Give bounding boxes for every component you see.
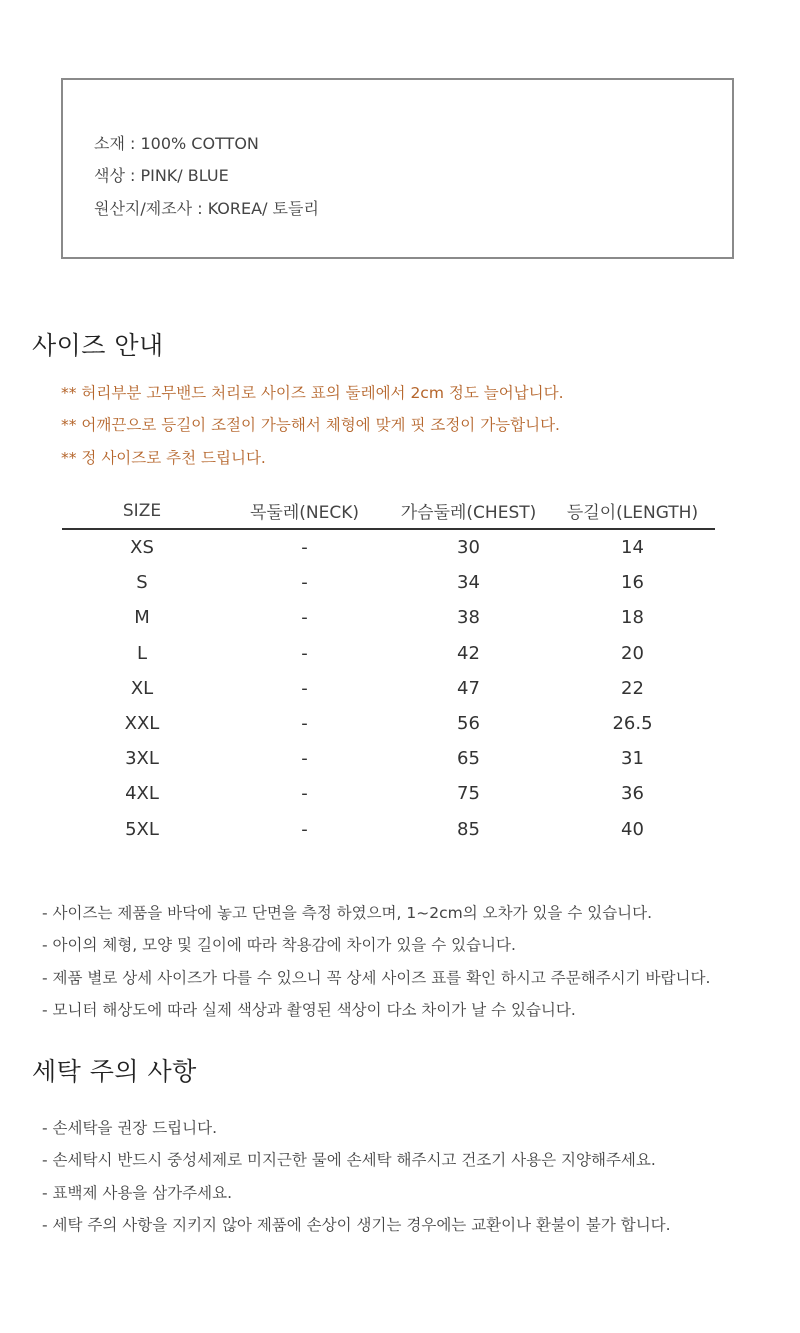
header-neck: 목둘레(NECK)	[222, 495, 387, 529]
cell-length: 26.5	[612, 713, 653, 735]
cell-length: 18	[621, 607, 644, 629]
cell-size: S	[136, 572, 148, 594]
cell-neck: -	[301, 607, 308, 629]
care-title: 세탁 주의 사항	[32, 1057, 197, 1086]
cell-length: 40	[621, 818, 644, 840]
cell-chest: 38	[457, 607, 480, 629]
size-disclaimer: - 제품 별로 상세 사이즈가 다를 수 있으니 꼭 상세 사이즈 표를 확인 하시고 주문해주시기 바랍니다.	[42, 969, 711, 987]
table-row	[62, 671, 715, 706]
size-disclaimer: - 모니터 해상도에 따라 실제 색상과 촬영된 색상이 다소 차이가 날 수 있습니다.	[42, 1001, 576, 1019]
cell-chest: 42	[457, 642, 480, 664]
cell-size: 5XL	[125, 818, 159, 840]
table-row	[62, 706, 715, 741]
cell-size: M	[134, 607, 150, 629]
material-text: 소재 : 100% COTTON	[94, 134, 259, 153]
cell-neck: -	[301, 713, 308, 735]
cell-neck: -	[301, 748, 308, 770]
header-chest: 가슴둘레(CHEST)	[387, 495, 550, 529]
cell-chest: 65	[457, 748, 480, 770]
cell-size: XXL	[124, 713, 160, 735]
table-row	[62, 776, 715, 811]
size-disclaimer: - 아이의 체형, 모양 및 길이에 따라 착용감에 차이가 있을 수 있습니다.	[42, 936, 516, 954]
cell-length: 14	[621, 537, 644, 559]
cell-size: L	[136, 642, 148, 664]
cell-chest: 30	[457, 537, 480, 559]
cell-chest: 75	[457, 783, 480, 805]
cell-neck: -	[301, 783, 308, 805]
cell-neck: -	[301, 818, 308, 840]
header-length: 등길이(LENGTH)	[550, 495, 715, 529]
size-guide-title: 사이즈 안내	[32, 331, 164, 360]
origin-text: 원산지/제조사 : KOREA/ 토들리	[94, 199, 319, 218]
size-table-header	[62, 495, 715, 529]
cell-size: XL	[130, 677, 154, 699]
cell-length: 16	[621, 572, 644, 594]
cell-length: 22	[621, 677, 644, 699]
cell-neck: -	[301, 642, 308, 664]
cell-chest: 85	[457, 818, 480, 840]
cell-size: XS	[130, 537, 154, 559]
cell-chest: 56	[457, 713, 480, 735]
table-row	[62, 812, 715, 847]
header-size: SIZE	[62, 495, 222, 529]
cell-length: 31	[621, 748, 644, 770]
cell-length: 36	[621, 783, 644, 805]
product-info-box	[61, 78, 734, 259]
care-item: - 손세탁시 반드시 중성세제로 미지근한 물에 손세탁 해주시고 건조기 사용은 지양해주세요.	[42, 1151, 656, 1169]
cell-size: 3XL	[125, 748, 159, 770]
cell-chest: 34	[457, 572, 480, 594]
cell-neck: -	[301, 572, 308, 594]
cell-neck: -	[301, 537, 308, 559]
size-note: ** 어깨끈으로 등길이 조절이 가능해서 체형에 맞게 핏 조정이 가능합니다.	[61, 416, 560, 434]
color-text: 색상 : PINK/ BLUE	[94, 166, 229, 185]
table-row	[62, 741, 715, 776]
table-row	[62, 529, 715, 565]
care-item: - 손세탁을 권장 드립니다.	[42, 1119, 218, 1137]
size-disclaimer: - 사이즈는 제품을 바닥에 놓고 단면을 측정 하였으며, 1~2cm의 오차가 있을 수 있습니다.	[42, 904, 653, 922]
cell-chest: 47	[457, 677, 480, 699]
table-row	[62, 636, 715, 671]
table-row	[62, 600, 715, 635]
care-item: - 세탁 주의 사항을 지키지 않아 제품에 손상이 생기는 경우에는 교환이나 환불이 불가 합니다.	[42, 1216, 671, 1234]
size-table	[62, 495, 715, 847]
cell-size: 4XL	[125, 783, 159, 805]
size-note: ** 허리부분 고무밴드 처리로 사이즈 표의 둘레에서 2cm 정도 늘어납니다.	[61, 384, 564, 402]
care-item: - 표백제 사용을 삼가주세요.	[42, 1184, 233, 1202]
cell-neck: -	[301, 677, 308, 699]
cell-length: 20	[621, 642, 644, 664]
table-row	[62, 565, 715, 600]
size-note: ** 정 사이즈로 추천 드립니다.	[61, 449, 266, 467]
